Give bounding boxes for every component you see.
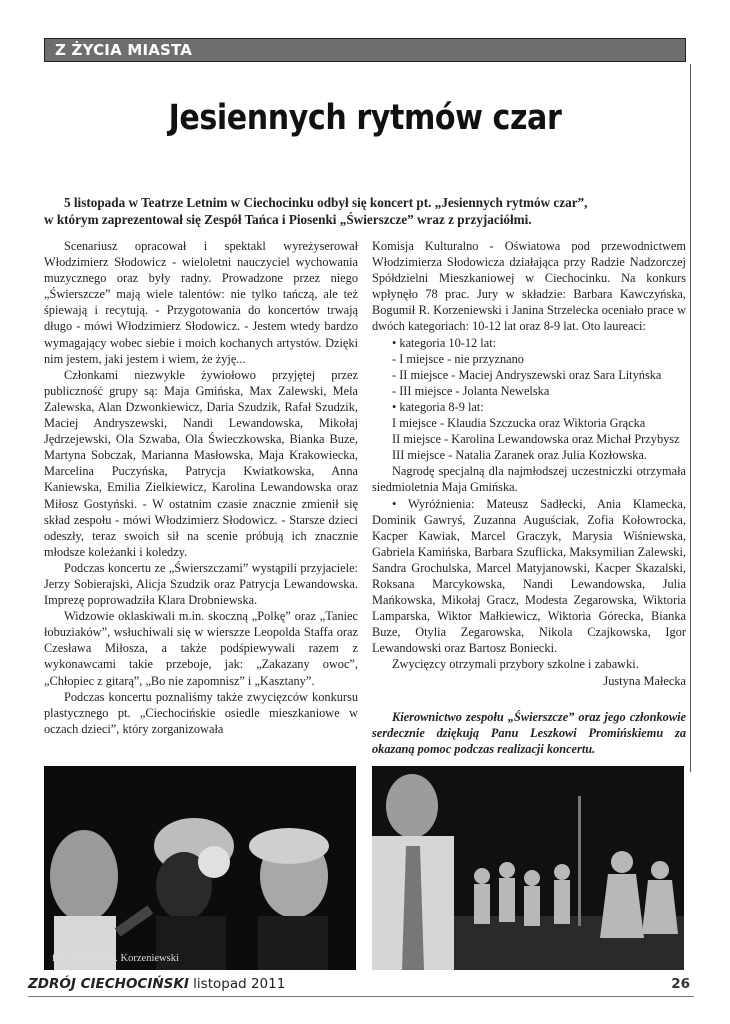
- lead-line-2: w którym zaprezentował się Zespół Tańca i Piosenki „Świerszcze” wraz z przyjaciółmi.: [44, 212, 532, 227]
- paragraph: Scenariusz opracował i spektakl wyreżyserował Włodzimierz Słodowicz - wieloletni nauczyciel wychowania muzycznego oraz były radny. Prowadzone przez niego „Świerszcze” mają wiele talentów: nie tylko tańczą, ale też śpiewają i recytują. - Przygotowania do koncertów trwają długo - mówi Włodzimierz Słodowicz. - Jestem wtedy bardzo wymagający wobec siebie i moich kochanych artystów. Dzięki nim jestem, jaki jestem i wiem, że żyję...: [44, 239, 358, 366]
- paragraph: Widzowie oklaskiwali m.in. skoczną „Polkę” oraz „Taniec łobuziaków”, wsłuchiwali się w wierszze Leopolda Staffa oraz Czesława Miłosza, a także podśpiewywali razem z wykonawcami takie przeboje, jak: „Zakazany owoc”, „Chłopiec z gitarą”, „Bo nie zapomnisz” i „Kasztany”.: [44, 609, 358, 688]
- paragraph: Nagrodę specjalną dla najmłodszej uczestniczki otrzymała siedmioletnia Maja Gmińska.: [372, 464, 686, 495]
- paragraph: Podczas koncertu ze „Świerszczami” wystąpili przyjaciele: Jerzy Sobierajski, Alicja Szudzik oraz Patrycja Lewandowska. Imprezę poprowadziła Klara Drobniewska.: [44, 560, 358, 608]
- section-label: Z ŻYCIA MIASTA: [55, 41, 193, 59]
- right-column: [372, 238, 686, 757]
- paragraph: Komisja Kulturalno - Oświatowa pod przewodnictwem Włodzimierza Słodowicza działająca przy Radzie Nadzorczej Spółdzielni Mieszkaniowej w Ciechocinku. Na konkurs wpłynęło 78 prac. Jury w składzie: Barbara Kawczyńska, Bogumił R. Korzeniewski i Janina Strzelecka oceniało prace w dwóch kategoriach: 10-12 lat oraz 8-9 lat. Oto laureaci:: [372, 239, 686, 334]
- list-item: • kategoria 8-9 lat:: [392, 399, 484, 414]
- photo-director-and-dancers-image: [372, 766, 684, 970]
- photo-children-singing: [44, 766, 356, 970]
- footer-masthead: [28, 976, 285, 992]
- paragraph: III miejsce - Natalia Zaranek oraz Julia Kozłowska.: [392, 448, 647, 463]
- author-signature: Justyna Małecka: [603, 673, 686, 688]
- list-item: - III miejsce - Jolanta Newelska: [392, 383, 550, 398]
- list-item: - I miejsce - nie przyznano: [392, 351, 524, 366]
- photo-credit: fot. Bogumił R. Korzeniewski: [52, 953, 179, 964]
- list-item: • kategoria 10-12 lat:: [392, 335, 497, 350]
- magazine-name: ZDRÓJ CIECHOCIŃSKI: [28, 976, 189, 992]
- paragraph: Zwycięzcy otrzymali przybory szkolne i zabawki.: [392, 657, 639, 672]
- paragraph: II miejsce - Karolina Lewandowska oraz Michał Przybysz: [392, 432, 680, 447]
- column-rule: [690, 64, 691, 772]
- lead-line-1: 5 listopada w Teatrze Letnim w Ciechocinku odbył się koncert pt. „Jesiennych rytmów czar”,: [64, 195, 588, 210]
- page-number: 26: [671, 976, 690, 992]
- thanks-note: Kierownictwo zespołu „Świerszcze” oraz jego członkowie serdecznie dziękują Panu Leszkowi Promińskiemu za okazaną pomoc podczas realizacji koncertu.: [372, 709, 686, 756]
- footer-rule: [28, 996, 694, 997]
- article-title: Jesiennych rytmów czar: [168, 98, 562, 138]
- list-item: - II miejsce - Maciej Andryszewski oraz Sara Lityńska: [392, 367, 662, 382]
- left-column: [44, 238, 358, 737]
- photo-children-singing-image: [44, 766, 356, 970]
- photo-director-and-dancers: [372, 766, 684, 970]
- section-header-bar: [44, 38, 686, 62]
- list-item: I miejsce - Klaudia Szczucka oraz Wiktoria Grącka: [392, 416, 646, 431]
- article-lead: [44, 194, 686, 228]
- paragraph: • Wyróżnienia: Mateusz Sadłecki, Ania Klamecka, Dominik Gawryś, Zuzanna Auguściak, Zofia Kołowrocka, Kacper Kawiak, Marcel Graczyk, Marysia Wiśniewska, Gabriela Kamińska, Barbara Szuflicka, Maksymilian Zalewski, Sandra Grochulska, Marcel Matyjanowski, Kacper Skazalski, Roksana Marcykowska, Nandi Lewandowska, Julia Mańkowska, Mikołaj Gracz, Modesta Zegarowska, Wiktoria Lamparska, Wiktor Małkiewicz, Wiktoria Górecka, Bianka Buze, Otylia Zegarowska, Nikola Czajkowska, Igor Lewandowski oraz Bartosz Boniecki.: [372, 496, 686, 656]
- paragraph: Podczas koncertu poznaliśmy także zwycięzców konkursu plastycznego pt. „Ciechocińskie osiedle mieszkaniowe w oczach dzieci”, który zorganizowała: [44, 689, 358, 736]
- paragraph: Członkami niezwykle żywiołowo przyjętej przez publiczność grupy są: Maja Gmińska, Max Zalewski, Mela Zalewska, Alan Dzwonkiewicz, Daria Szudzik, Rafał Szudzik, Maciej Andryszewski, Nandi Lewandowska, Mikołaj Jędrzejewski, Ola Szwaba, Ola Świeczkowska, Bianka Buze, Martyna Sobczak, Marianna Masłowska, Maja Krakowiecka, Marcelina Puczyńska, Patrycja Kwiatkowska, Anna Kaniewska, Emilia Zielkiewicz, Karolina Lewandowska oraz Miłosz Gostyński. - W ostatnim czasie znacznie zmienił się skład zespołu - mówi Włodzimierz Słodowicz. - Starsze dzieci odeszły, teraz swoich sił na scenie próbują ich znacznie młodsze koleżanki i koledzy.: [44, 367, 358, 559]
- issue-date: listopad 2011: [193, 976, 286, 992]
